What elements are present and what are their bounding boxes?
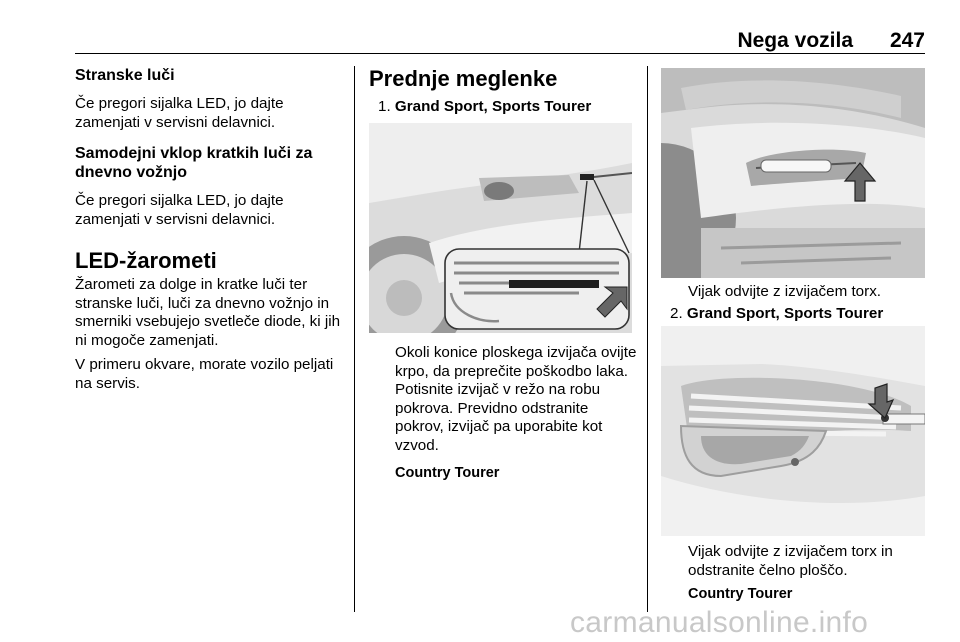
- auto-lights-heading: Samodejni vklop kratkih luči za dnevno vožnjo: [75, 145, 313, 181]
- right-column-captions: [688, 283, 928, 302]
- watermark-url: carmanualsonline.info: [570, 606, 869, 639]
- left-column: [75, 66, 343, 393]
- torx-caption-2: Vijak odvijte z izvijačem torx in odstranite čelno ploščo.: [688, 543, 893, 579]
- bumper-inset-illustration: [369, 123, 632, 333]
- middle-instructions: [395, 344, 639, 483]
- step-2-number: 2.: [670, 305, 683, 322]
- country-tourer-label-1: Country Tourer: [395, 465, 500, 481]
- led-headlights-heading: LED-žarometi: [75, 248, 217, 273]
- auto-lights-text: Če pregori sijalka LED, jo dajte zamenjati v servisni delavnici.: [75, 192, 284, 228]
- right-bottom-captions: [688, 543, 926, 604]
- column-divider-2: [647, 66, 648, 612]
- country-tourer-bumper-illustration: [661, 68, 925, 278]
- fog-lights-heading: Prednje meglenke: [369, 66, 558, 91]
- step-1-label: Grand Sport, Sports Tourer: [394, 98, 592, 115]
- step-1-number: 1.: [378, 98, 391, 115]
- step-2: [670, 305, 930, 323]
- step-1: [369, 98, 637, 116]
- figure-bumper-inset: [369, 123, 632, 333]
- side-lights-text: Če pregori sijalka LED, jo dajte zamenjati v servisni delavnici.: [75, 95, 284, 131]
- torx-caption-1: Vijak odvijte z izvijačem torx.: [688, 283, 882, 300]
- section-title: Nega vozila: [737, 29, 853, 52]
- column-divider-1: [354, 66, 355, 612]
- fog-light-grille-illustration: [661, 326, 925, 536]
- side-lights-heading: Stranske luči: [75, 67, 175, 84]
- figure-country-tourer-bumper: [661, 68, 925, 278]
- led-headlights-text-2: V primeru okvare, morate vozilo peljati na servis.: [75, 356, 334, 392]
- country-tourer-label-2: Country Tourer: [688, 586, 793, 602]
- figure-fog-light-grille: [661, 326, 925, 536]
- step-2-label: Grand Sport, Sports Tourer: [686, 305, 884, 322]
- page-number: 247: [889, 29, 925, 52]
- middle-column: [369, 66, 637, 116]
- page-header: [75, 29, 925, 54]
- led-headlights-text-1: Žarometi za dolge in kratke luči ter stranske luči, luči za dnevno vožnjo in smerniki vsebujejo svetleče diode, ki jih ni mogoče zamenjati.: [75, 276, 341, 349]
- screwdriver-instruction: Okoli konice ploskega izvijača ovijte krpo, da preprečite poškodbo laka. Potisnite izvijač v režo na robu pokrova. Previdno odstranite pokrov, izvijač pa uporabite kot vzvod.: [395, 344, 637, 454]
